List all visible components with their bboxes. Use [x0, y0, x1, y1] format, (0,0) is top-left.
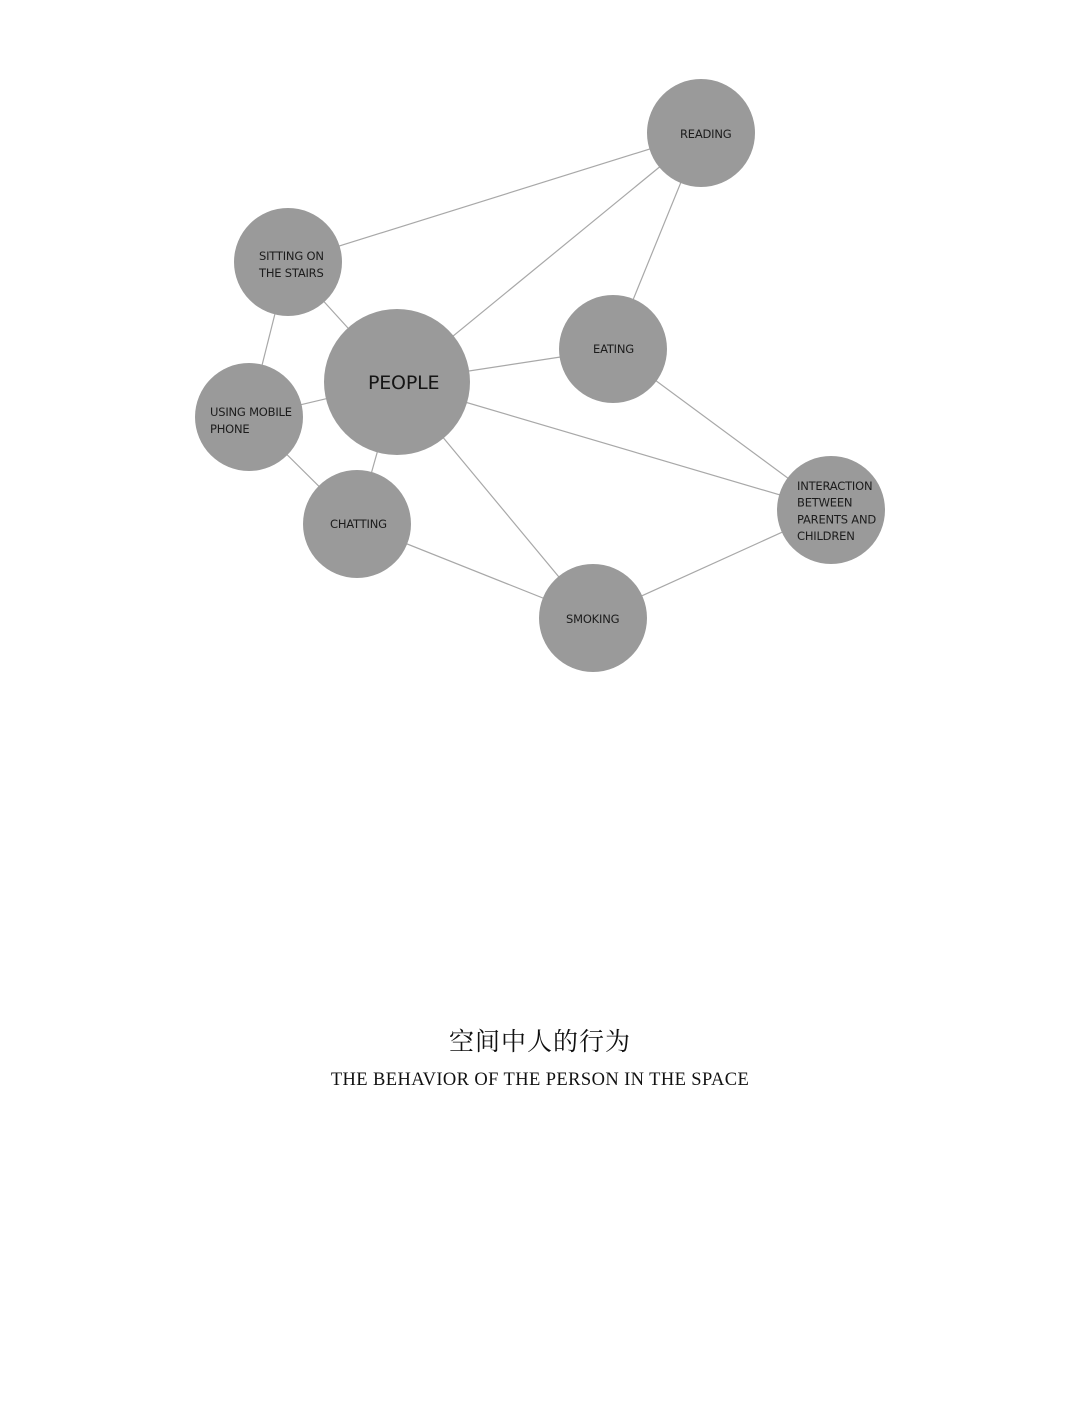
node-label-interaction-line-3: PARENTS AND	[797, 512, 877, 527]
node-mobile	[195, 363, 303, 471]
node-people	[324, 309, 470, 455]
node-label-mobile-line-2: PHONE	[210, 422, 250, 436]
node-label-interaction-line-2: BETWEEN	[797, 495, 853, 510]
node-label-sitting-line-1: SITTING ON	[259, 249, 324, 263]
node-label-interaction-line-1: INTERACTION	[797, 479, 873, 493]
node-label-smoking-line-1: SMOKING	[566, 612, 620, 626]
node-circle-interaction	[777, 456, 885, 564]
node-smoking	[539, 564, 647, 672]
node-reading	[647, 79, 755, 187]
node-label-interaction-line-4: CHILDREN	[797, 529, 855, 544]
caption-title-english: THE BEHAVIOR OF THE PERSON IN THE SPACE	[330, 1070, 750, 1090]
edge-sitting-reading	[288, 133, 701, 262]
node-label-eating-line-1: EATING	[593, 342, 634, 356]
node-label-chatting-line-1: CHATTING	[330, 517, 387, 531]
node-eating	[559, 295, 667, 403]
node-label-reading-line-1: READING	[680, 127, 732, 141]
node-sitting	[234, 208, 342, 316]
node-interaction	[777, 456, 885, 564]
node-label-sitting-line-2: THE STAIRS	[259, 266, 324, 280]
node-label-people-line-1: PEOPLE	[368, 372, 440, 394]
node-label-mobile-line-1: USING MOBILE	[210, 405, 292, 419]
caption-title-chinese: 空间中人的行为	[448, 1027, 631, 1056]
node-chatting	[303, 470, 411, 578]
nodes-layer	[195, 79, 885, 672]
